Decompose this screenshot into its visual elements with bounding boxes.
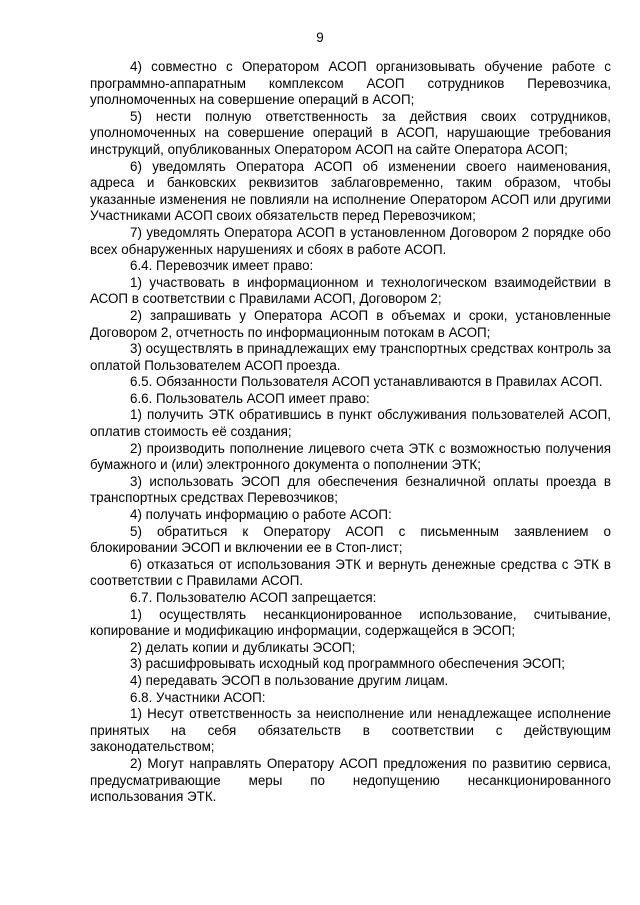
paragraph: 4) получать информацию о работе АСОП: — [130, 507, 392, 523]
paragraph: 5) нести полную ответственность за действия своих сотрудников, уполномоченных на совершение операций в АСОП, нарушающие требования инструкций, опубликованных Оператором АСОП на сайте Оператора АСОП; — [90, 108, 611, 157]
section-heading: 6.7. Пользователю АСОП запрещается: — [130, 590, 377, 605]
paragraph: 4) совместно с Оператором АСОП организовывать обучение работе с программно-аппаратным комплексом АСОП сотрудников Перевозчика, уполномоченных на совершение операций в АСОП; — [90, 59, 611, 108]
paragraph: 3) использовать ЭСОП для обеспечения безналичной оплаты проезда в транспортных средствах Перевозчиков; — [90, 473, 611, 506]
section-heading: 6.8. Участники АСОП: — [130, 689, 266, 705]
paragraph: 2) запрашивать у Оператора АСОП в объемах и сроки, установленные Договором 2, отчетность по информационным потокам в АСОП; — [90, 307, 611, 340]
paragraph: 1) Несут ответственность за неисполнение или ненадлежащее исполнение принятых на себя обязательств в соответствии с действующим законодательством; — [90, 706, 611, 755]
paragraph: 3) осуществлять в принадлежащих ему транспортных средствах контроль за оплатой Пользователем АСОП проезда. — [90, 341, 611, 373]
paragraph: 2) делать копии и дубликаты ЭСОП; — [130, 639, 356, 655]
paragraph: 4) передавать ЭСОП в пользование другим лицам. — [130, 672, 449, 688]
section-heading: 6.4. Перевозчик имеет право: — [130, 258, 314, 274]
paragraph: 7) уведомлять Оператора АСОП в установленном Договором 2 порядке обо всех обнаруженных нарушениях и сбоях в работе АСОП. — [90, 224, 611, 257]
paragraph: 1) получить ЭТК обратившись в пункт обслуживания пользователей АСОП, оплатив стоимость её создания; — [90, 407, 611, 440]
section-heading: 6.6. Пользователь АСОП имеет право: — [130, 390, 370, 406]
document-body — [90, 59, 611, 806]
page-number: 9 — [316, 30, 324, 45]
paragraph: 1) осуществлять несанкционированное использование, считывание, копирование и модификацию информации, содержащейся в ЭСОП; — [90, 606, 611, 639]
section-heading: 6.5. Обязанности Пользователя АСОП устанавливаются в Правилах АСОП. — [130, 374, 603, 390]
paragraph: 3) расшифровывать исходный код программного обеспечения ЭСОП; — [130, 656, 565, 672]
paragraph: 1) участвовать в информационном и технологическом взаимодействии в АСОП в соответствии с Правилами АСОП, Договором 2; — [90, 274, 611, 307]
paragraph: 6) отказаться от использования ЭТК и вернуть денежные средства с ЭТК в соответствии с Правилами АСОП. — [90, 556, 611, 589]
paragraph: 2) производить пополнение лицевого счета ЭТК с возможностью получения бумажного и (или) электронного документа о пополнении ЭТК; — [90, 440, 611, 473]
paragraph: 6) уведомлять Оператора АСОП об изменении своего наименования, адреса и банковских реквизитов заблаговременно, таким образом, чтобы указанные изменения не повлияли на исполнение Оператором АСОП или другими Участниками АСОП своих обязательств перед Перевозчиком; — [90, 158, 611, 224]
paragraph: 2) Могут направлять Оператору АСОП предложения по развитию сервиса, предусматривающие меры по недопущению несанкционированного использования ЭТК. — [90, 755, 611, 805]
paragraph: 5) обратиться к Оператору АСОП с письменным заявлением о блокировании ЭСОП и включении ее в Стоп-лист; — [90, 523, 611, 556]
